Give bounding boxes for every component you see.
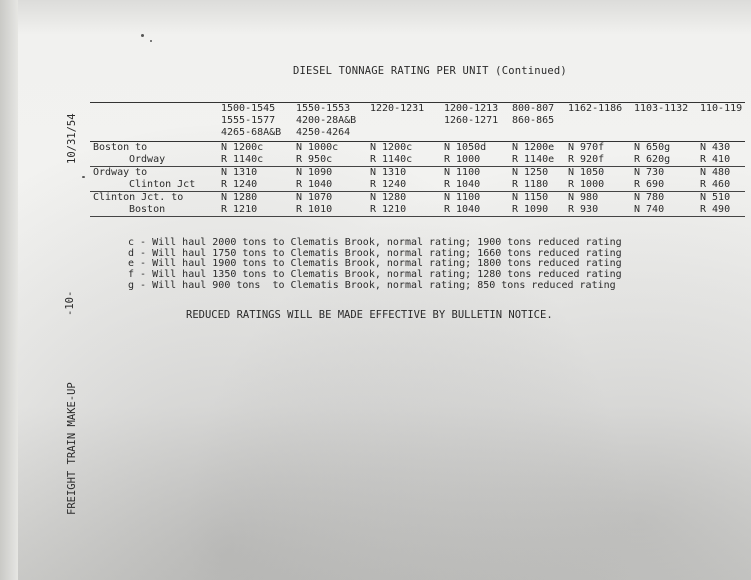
header-units-110: 110-119 xyxy=(700,103,743,114)
rating-cell: N 780 N 740 xyxy=(634,192,665,215)
rating-cell: N 1150 R 1090 xyxy=(512,192,549,215)
footnote-d: d - Will haul 1750 tons to Clematis Brook, normal rating; 1660 tons reduced rating xyxy=(128,247,622,259)
footnote-f: f - Will haul 1350 tons to Clematis Brook, normal rating; 1280 tons reduced rating xyxy=(128,269,622,281)
rating-cell: N 1200e R 1140e xyxy=(512,142,555,165)
page-left-edge xyxy=(0,0,18,580)
rating-cell: N 1310 R 1240 xyxy=(221,167,258,190)
rating-cell: N 1050 R 1000 xyxy=(568,167,605,190)
header-units-1200: 1200-1213 1260-1271 xyxy=(444,103,499,126)
rating-cell: N 1100 R 1040 xyxy=(444,167,481,190)
rating-cell: N 1200c R 1140c xyxy=(370,142,413,165)
header-units-1103: 1103-1132 xyxy=(634,103,689,114)
rating-cell: N 1280 R 1210 xyxy=(370,192,407,215)
side-title: FREIGHT TRAIN MAKE-UP xyxy=(66,382,78,515)
footnote-e: e - Will haul 1900 tons to Clematis Brook, normal rating; 1800 tons reduced rating xyxy=(128,258,622,270)
rating-cell: N 510 R 490 xyxy=(700,192,731,215)
header-units-1162: 1162-1186 xyxy=(568,103,623,114)
rating-cell: N 1310 R 1240 xyxy=(370,167,407,190)
rating-cell: N 1000c R 950c xyxy=(296,142,339,165)
scan-speck xyxy=(82,176,85,178)
route-cell: Ordway to Clinton Jct xyxy=(93,167,196,190)
rating-cell: N 730 R 690 xyxy=(634,167,665,190)
header-route-blank xyxy=(90,103,218,142)
header-units-1500: 1500-1545 1555-1577 4265-68A&B xyxy=(221,103,282,138)
header-units-800: 800-807 860-865 xyxy=(512,103,555,126)
table-row xyxy=(90,142,745,167)
table-row xyxy=(90,167,745,192)
rating-cell: N 1090 R 1040 xyxy=(296,167,333,190)
rating-cell: N 980 R 930 xyxy=(568,192,599,215)
scan-speck xyxy=(141,34,144,37)
rating-cell: N 970f R 920f xyxy=(568,142,605,165)
footnote-g: g - Will haul 900 tons to Clematis Brook, normal rating; 850 tons reduced rating xyxy=(128,279,616,291)
document-date: 10/31/54 xyxy=(66,113,78,164)
reduced-ratings-notice: REDUCED RATINGS WILL BE MADE EFFECTIVE BY BULLETIN NOTICE. xyxy=(186,309,553,321)
footnotes xyxy=(128,238,622,292)
rating-cell: N 1200c R 1140c xyxy=(221,142,264,165)
header-units-1550: 1550-1553 4200-28A&B 4250-4264 xyxy=(296,103,357,138)
rating-cell: N 1100 R 1040 xyxy=(444,192,481,215)
tonnage-rating-table xyxy=(90,102,745,217)
header-units-1220: 1220-1231 xyxy=(370,103,425,114)
table-header-row xyxy=(90,103,745,142)
table-row xyxy=(90,192,745,217)
footnote-c: c - Will haul 2000 tons to Clematis Brook, normal rating; 1900 tons reduced rating xyxy=(128,237,622,248)
rating-cell: N 480 R 460 xyxy=(700,167,731,190)
route-cell: Clinton Jct. to Boston xyxy=(93,192,184,215)
rating-cell: N 1050d R 1000 xyxy=(444,142,487,165)
route-cell: Boston to Ordway xyxy=(93,142,166,165)
rating-cell: N 1280 R 1210 xyxy=(221,192,258,215)
rating-cell: N 430 R 410 xyxy=(700,142,731,165)
page-number: -10- xyxy=(64,290,76,316)
scan-speck xyxy=(150,40,152,42)
rating-cell: N 1070 R 1010 xyxy=(296,192,333,215)
rating-cell: N 650g R 620g xyxy=(634,142,671,165)
document-title: DIESEL TONNAGE RATING PER UNIT (Continued) xyxy=(293,65,567,77)
rating-cell: N 1250 R 1180 xyxy=(512,167,549,190)
